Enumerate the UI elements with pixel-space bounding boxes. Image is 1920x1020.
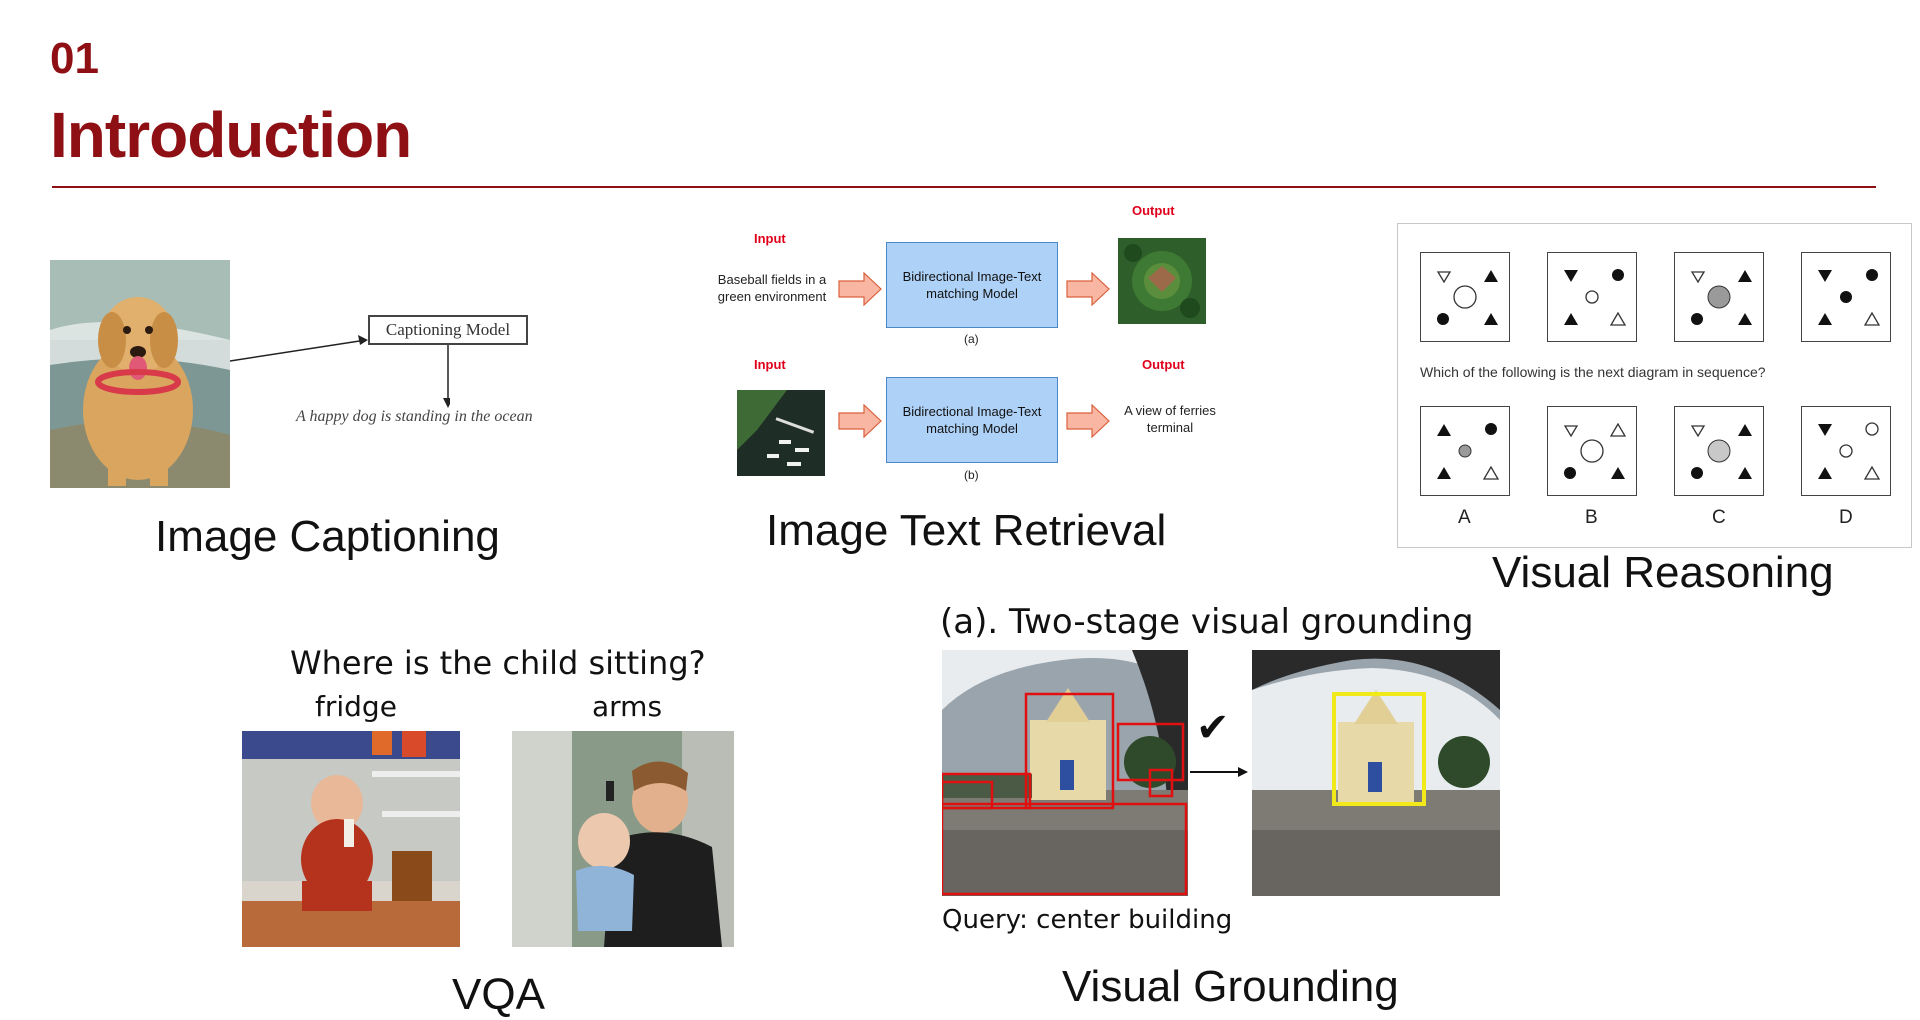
- retrieval-b-model-box: Bidirectional Image-Text matching Model: [886, 377, 1058, 463]
- retrieval-a-sublabel: (a): [964, 332, 979, 346]
- reasoning-option-a-tile: [1420, 406, 1510, 496]
- caption-vqa: VQA: [452, 970, 545, 1019]
- retrieval-a-arrow-out: [1066, 272, 1110, 306]
- retrieval-a-output-label: Output: [1132, 203, 1175, 218]
- retrieval-b-output-label: Output: [1142, 357, 1185, 372]
- captioning-model-box: Captioning Model: [368, 315, 528, 345]
- grounding-title: (a). Two-stage visual grounding: [940, 602, 1474, 642]
- reasoning-option-c-label: C: [1712, 507, 1726, 528]
- vqa-answer-arms: arms: [592, 690, 663, 723]
- title-divider: [52, 186, 1876, 188]
- retrieval-a-arrow-in: [838, 272, 882, 306]
- reasoning-sequence-tile-3: [1674, 252, 1764, 342]
- retrieval-a-model-box: Bidirectional Image-Text matching Model: [886, 242, 1058, 328]
- check-mark-icon: ✔: [1196, 706, 1230, 750]
- retrieval-a-input-label: Input: [754, 231, 786, 246]
- reasoning-option-d-label: D: [1839, 507, 1853, 528]
- retrieval-b-sublabel: (b): [964, 468, 979, 482]
- reasoning-sequence-tile-2: [1547, 252, 1637, 342]
- slide-title: Introduction: [50, 99, 412, 171]
- retrieval-b-output-text: A view of ferries terminal: [1124, 403, 1216, 435]
- reasoning-question: Which of the following is the next diagram in sequence?: [1420, 364, 1766, 380]
- reasoning-option-b-tile: [1547, 406, 1637, 496]
- retrieval-a-input-text: Baseball fields in a green environment: [717, 272, 827, 304]
- retrieval-b-arrow-in: [838, 404, 882, 438]
- reasoning-option-b-label: B: [1585, 507, 1598, 528]
- caption-visual-reasoning: Visual Reasoning: [1492, 548, 1834, 597]
- reasoning-sequence-tile-4: [1801, 252, 1891, 342]
- vqa-answer-fridge: fridge: [315, 690, 397, 723]
- baseball-fields-image: [1118, 238, 1206, 324]
- reasoning-option-c-tile: [1674, 406, 1764, 496]
- reasoning-option-a-label: A: [1458, 507, 1471, 528]
- caption-image-captioning: Image Captioning: [155, 512, 500, 561]
- retrieval-b-arrow-out: [1066, 404, 1110, 438]
- reasoning-option-d-tile: [1801, 406, 1891, 496]
- grounding-query: Query: center building: [942, 905, 1233, 935]
- captioning-output: A happy dog is standing in the ocean: [296, 408, 533, 425]
- retrieval-b-input-label: Input: [754, 357, 786, 372]
- caption-visual-grounding: Visual Grounding: [1062, 962, 1399, 1011]
- grounding-result-photo: [1252, 650, 1500, 896]
- section-number: 01: [50, 34, 99, 83]
- reasoning-sequence-tile-1: [1420, 252, 1510, 342]
- caption-image-text-retrieval: Image Text Retrieval: [766, 506, 1167, 555]
- ferries-terminal-image: [737, 390, 825, 476]
- grounding-candidates-photo: [942, 650, 1188, 896]
- mother-holding-child-photo: [512, 731, 734, 947]
- dog-photo: [50, 260, 230, 488]
- vqa-question: Where is the child sitting?: [290, 644, 706, 682]
- child-in-fridge-photo: [242, 731, 460, 947]
